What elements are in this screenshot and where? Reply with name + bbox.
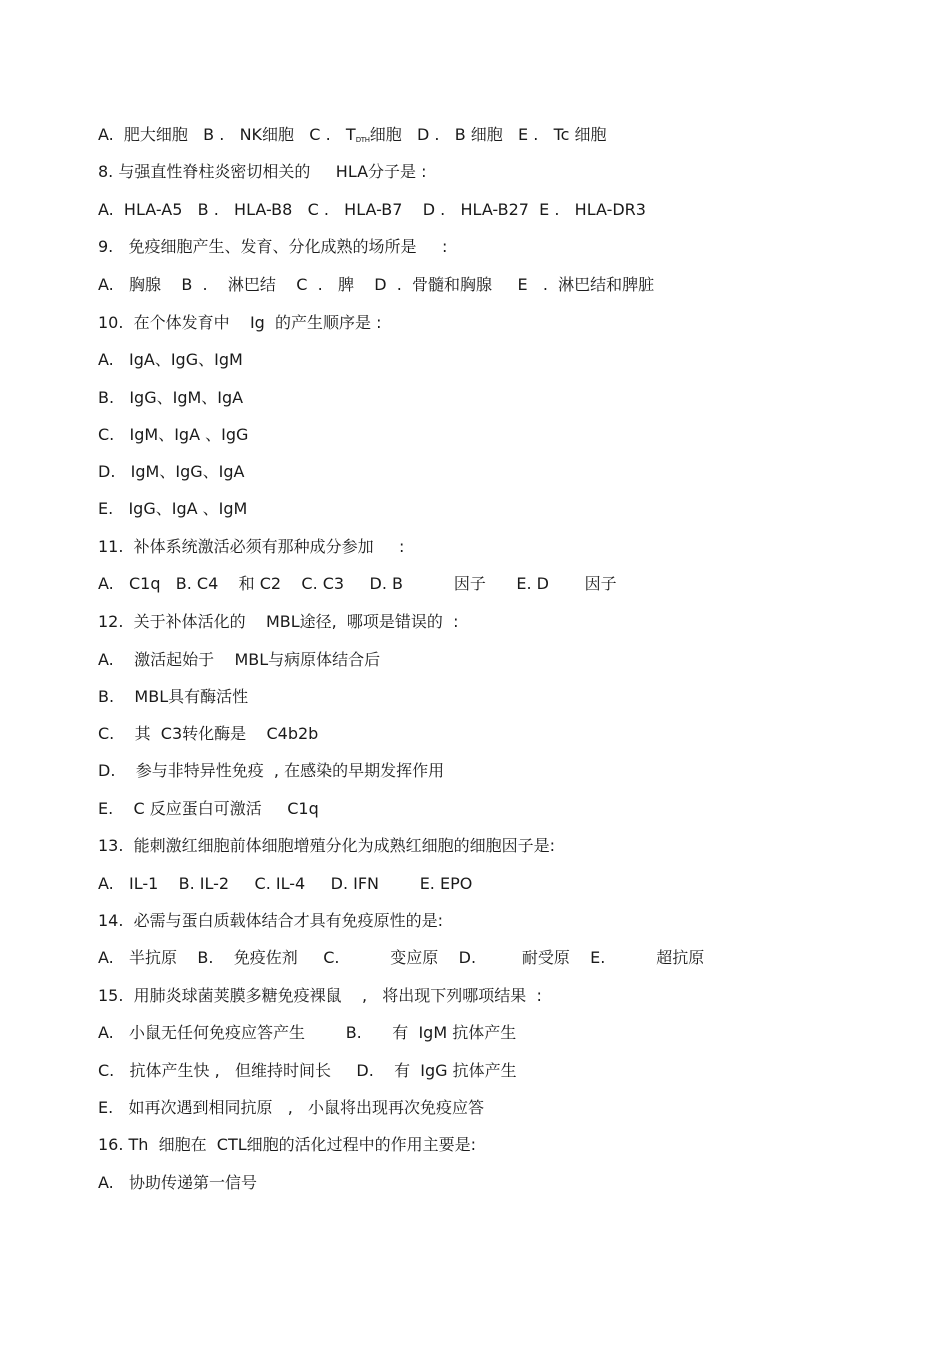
- q11-question: 11. 补体系统激活必须有那种成分参加 :: [98, 537, 405, 556]
- q12-option-b: B. MBL具有酶活性: [98, 687, 249, 706]
- q12-option-c: C. 其 C3转化酶是 C4b2b: [98, 724, 319, 743]
- q9-options: A. 胸腺 B . 淋巴结 C . 脾 D . 骨髓和胸腺 E . 淋巴结和脾脏: [98, 275, 655, 294]
- q9-question: 9. 免疫细胞产生、发育、分化成熟的场所是 :: [98, 237, 448, 256]
- q16-option-a: A. 协助传递第一信号: [98, 1173, 258, 1192]
- q10-option-b: B. IgG、IgM、IgA: [98, 388, 244, 407]
- q8-question: 8. 与强直性脊柱炎密切相关的 HLA分子是 :: [98, 162, 427, 181]
- q13-options: A. IL-1 B. IL-2 C. IL-4 D. IFN E. EPO: [98, 874, 473, 893]
- q7-options-text: A. 肥大细胞 B . NK细胞 C . T: [98, 125, 356, 144]
- q10-question: 10. 在个体发育中 Ig 的产生顺序是 :: [98, 313, 382, 332]
- q7-options: [98, 122, 910, 148]
- q14-question: 14. 必需与蛋白质载体结合才具有免疫原性的是:: [98, 911, 444, 930]
- q10-option-e: E. IgG、IgA 、IgM: [98, 499, 248, 518]
- q15-question: 15. 用肺炎球菌荚膜多糖免疫裸鼠 , 将出现下列哪项结果 :: [98, 986, 542, 1005]
- q15-option-e: E. 如再次遇到相同抗原 , 小鼠将出现再次免疫应答: [98, 1098, 485, 1117]
- q7-options-tail: 细胞 D . B 细胞 E . Tc 细胞: [369, 125, 607, 144]
- q12-option-d: D. 参与非特异性免疫 , 在感染的早期发挥作用: [98, 761, 445, 780]
- q15-options-cd: C. 抗体产生快 , 但维持时间长 D. 有 IgG 抗体产生: [98, 1061, 517, 1080]
- q14-options: A. 半抗原 B. 免疫佐剂 C. 变应原 D. 耐受原 E. 超抗原: [98, 948, 705, 967]
- q10-option-d: D. IgM、IgG、IgA: [98, 462, 245, 481]
- q12-option-a: A. 激活起始于 MBL与病原体结合后: [98, 650, 381, 669]
- q15-options-ab: A. 小鼠无任何免疫应答产生 B. 有 IgM 抗体产生: [98, 1023, 517, 1042]
- q16-question: 16. Th 细胞在 CTL细胞的活化过程中的作用主要是:: [98, 1135, 477, 1154]
- q11-options: A. C1q B. C4 和 C2 C. C3 D. B 因子 E. D 因子: [98, 574, 617, 593]
- q12-option-e: E. C 反应蛋白可激活 C1q: [98, 799, 319, 818]
- q10-option-a: A. IgA、IgG、IgM: [98, 350, 243, 369]
- q10-option-c: C. IgM、IgA 、IgG: [98, 425, 249, 444]
- q13-question: 13. 能刺激红细胞前体细胞增殖分化为成熟红细胞的细胞因子是:: [98, 836, 556, 855]
- q7-subscript: DTH: [355, 136, 370, 144]
- q12-question: 12. 关于补体活化的 MBL途径, 哪项是错误的 :: [98, 612, 459, 631]
- q8-options: A. HLA-A5 B . HLA-B8 C . HLA-B7 D . HLA-B27 E . HLA-DR3: [98, 200, 646, 219]
